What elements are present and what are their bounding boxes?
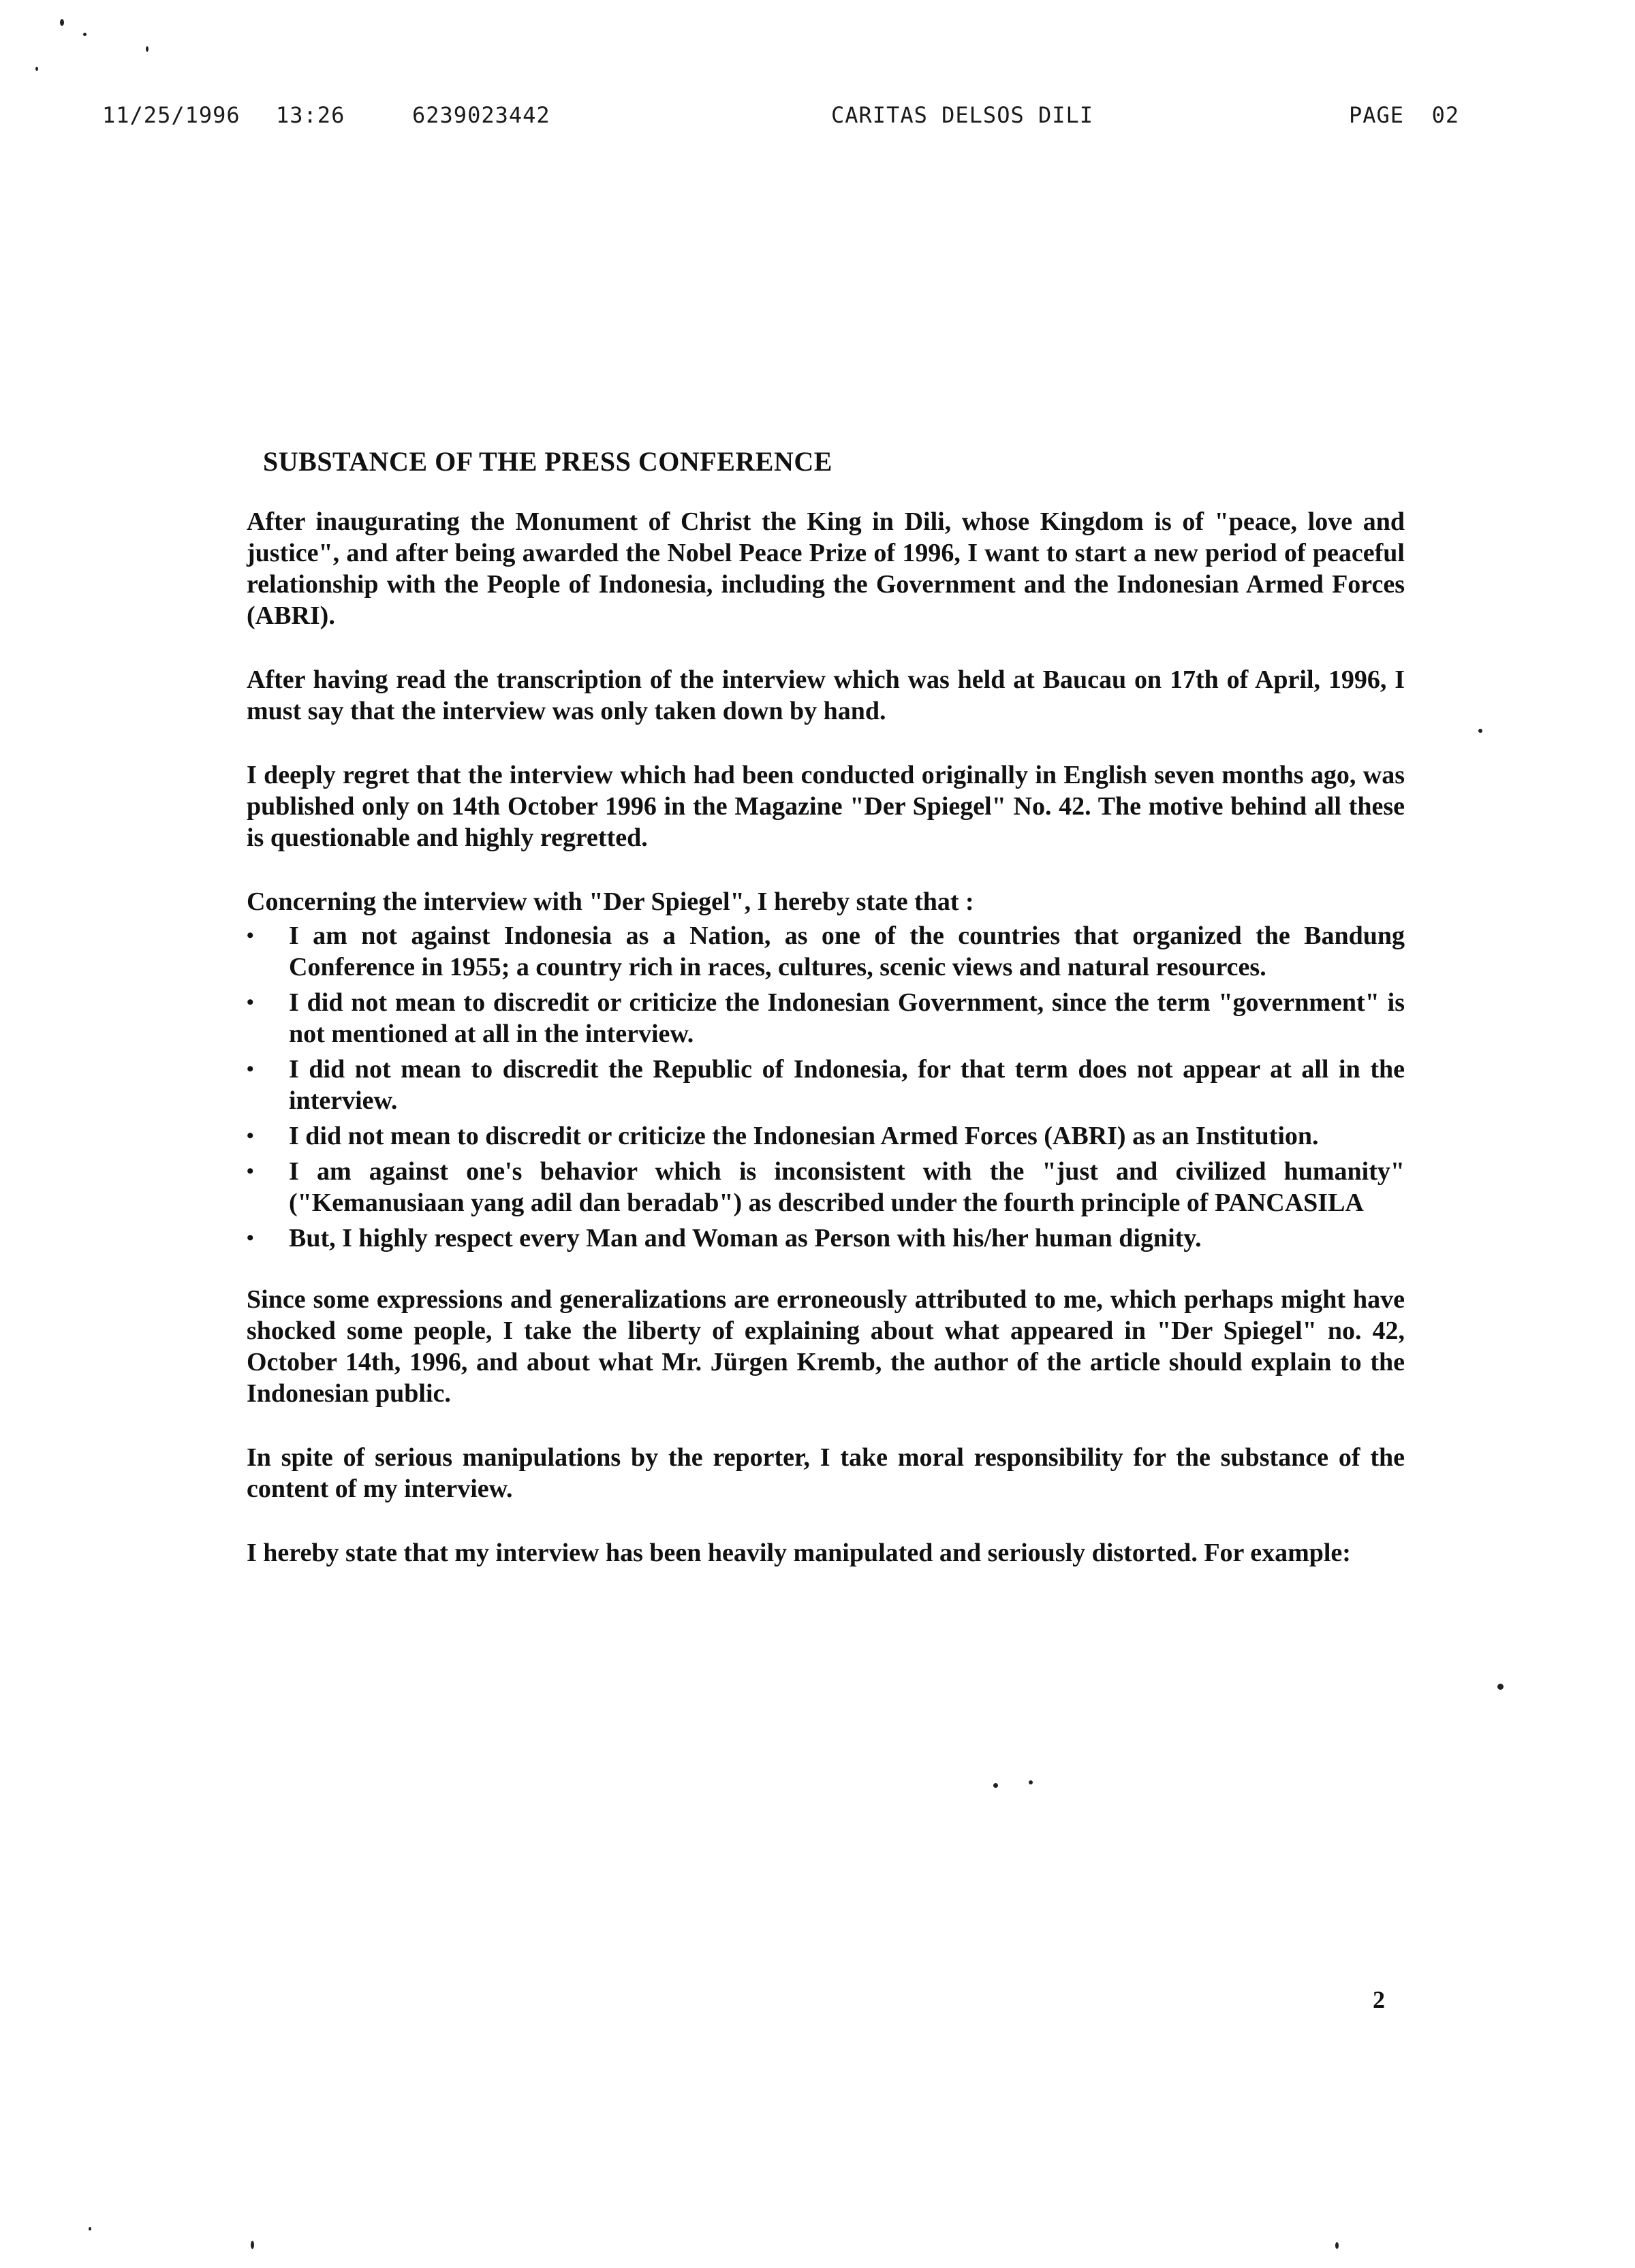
fax-page: [1349, 102, 1459, 128]
paragraph: After having read the transcription of the interview which was held at Baucau on 17th of April, 1996, I must say that the interview was only taken down by hand.: [247, 665, 1405, 725]
fax-date: 11/25/1996: [102, 102, 240, 128]
list-item-text: I did not mean to discredit or criticize the Indonesian Armed Forces (ABRI) as an Institution.: [289, 1122, 1319, 1150]
list-item: [247, 1054, 1405, 1116]
list-item-text: I am not against Indonesia as a Nation, as one of the countries that organized the Bandung Conference in 1955; a country rich in races, cultures, scenic views and natural resources.: [289, 922, 1405, 981]
scan-speck: [83, 33, 87, 36]
list-item-text: But, I highly respect every Man and Woman as Person with his/her human dignity.: [289, 1224, 1202, 1253]
scan-speck: [1478, 729, 1482, 733]
scan-speck: [89, 2227, 91, 2231]
list-intro: Concerning the interview with "Der Spiegel", I hereby state that :: [247, 887, 974, 916]
fax-phone: 6239023442: [412, 102, 550, 128]
paragraph: After inaugurating the Monument of Christ the King in Dili, whose Kingdom is of "peace, love and justice", and after being awarded the Nobel Peace Prize of 1996, I want to start a new period of peaceful relationship with the People of Indonesia, including the Government and the Indonesian Armed Forces (ABRI).: [247, 507, 1405, 630]
bullet-icon: •: [247, 924, 254, 947]
fax-sender: CARITAS DELSOS DILI: [831, 102, 1094, 128]
paragraph: Since some expressions and generalizations are erroneously attributed to me, which perhaps might have shocked some people, I take the liberty of explaining about what appeared in "Der Spiegel" no. 42, October 14th, 1996, and about what Mr. Jürgen Kremb, the author of the article should explain to the Indonesian public.: [247, 1285, 1405, 1408]
bullet-icon: •: [247, 991, 254, 1013]
list-item-text: I did not mean to discredit or criticize the Indonesian Government, since the term "government" is not mentioned at all in the interview.: [289, 988, 1405, 1048]
bullet-icon: •: [247, 1124, 254, 1147]
list-item-text: I did not mean to discredit the Republic of Indonesia, for that term does not appear at all in the interview.: [289, 1055, 1405, 1115]
scan-speck: [60, 19, 64, 26]
fax-time: 13:26: [276, 102, 345, 128]
bullet-icon: •: [247, 1160, 254, 1182]
scan-speck: [1335, 2242, 1339, 2249]
statement-list: [247, 920, 1405, 1254]
list-item: [247, 920, 1405, 983]
fax-page-label: PAGE: [1349, 102, 1405, 128]
paragraph: In spite of serious manipulations by the reporter, I take moral responsibility for the substance of the content of my interview.: [247, 1443, 1405, 1503]
paragraph: I deeply regret that the interview which had been conducted originally in English seven months ago, was published only on 14th October 1996 in the Magazine "Der Spiegel" No. 42. The motive behind all these is questionable and highly regretted.: [247, 761, 1405, 852]
scan-speck: [1497, 1684, 1504, 1690]
scan-speck: [146, 46, 149, 52]
paragraph: I hereby state that my interview has been heavily manipulated and seriously distorted. For example:: [247, 1539, 1351, 1567]
scan-speck: [251, 2241, 254, 2249]
page-number: 2: [1373, 1986, 1385, 2013]
bullet-icon: •: [247, 1058, 254, 1080]
list-item: [247, 1223, 1405, 1254]
scan-speck: [993, 1783, 998, 1788]
list-item: [247, 1156, 1405, 1218]
scan-speck: [35, 67, 38, 71]
document-body: [247, 446, 1405, 1601]
list-item-text: I am against one's behavior which is inconsistent with the "just and civilized humanity" ("Kemanusiaan yang adil dan beradab") as described under the fourth principle of PANCASILA: [289, 1157, 1405, 1217]
scan-speck: [1029, 1780, 1033, 1784]
fax-header: [0, 102, 1635, 136]
list-item: [247, 987, 1405, 1050]
fax-page-number: 02: [1431, 102, 1460, 128]
document-title: SUBSTANCE OF THE PRESS CONFERENCE: [263, 446, 832, 477]
bullet-icon: •: [247, 1227, 254, 1249]
list-item: [247, 1120, 1405, 1152]
